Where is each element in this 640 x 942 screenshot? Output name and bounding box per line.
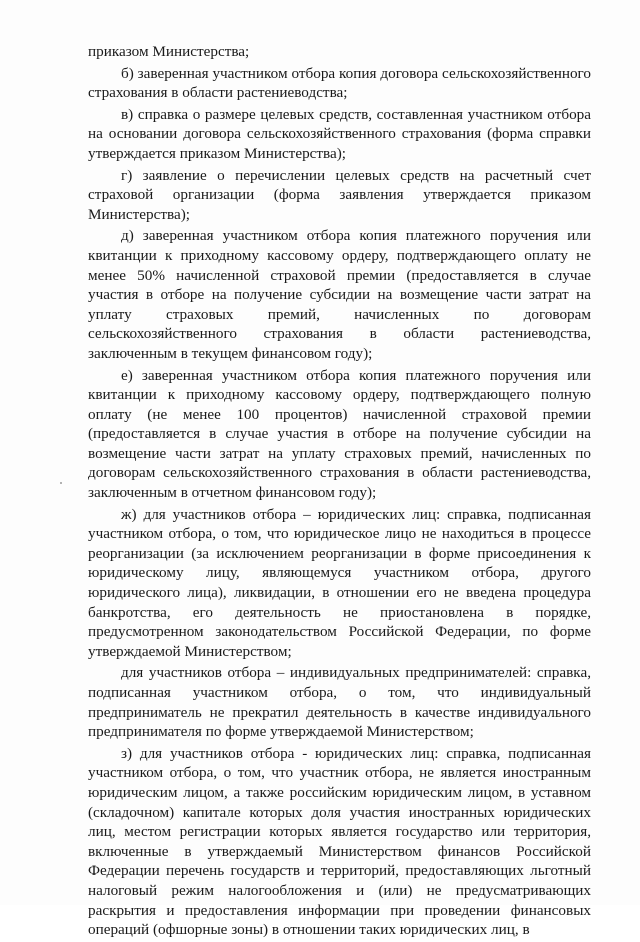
scan-speck bbox=[60, 482, 62, 484]
paragraph-item-e: е) заверенная участником отбора копия платежного поручения или квитанции к приходному кассовому ордеру, подтверждающего полную оплату (не менее 100 процентов) начисленной страховой премии (предоставляется в случае участия в отборе на получение субсидии на возмещение части затрат на уплату страховых премий, начисленных по договорам сельскохозяйственного страхования в области растениеводства, заключенным в отчетном финансовом году); bbox=[88, 366, 591, 502]
paragraph-item-g: г) заявление о перечислении целевых средств на расчетный счет страховой организации (форма заявления утверждается приказом Министерства); bbox=[88, 166, 591, 223]
paragraph-item-v: в) справка о размере целевых средств, составленная участником отбора на основании договора сельскохозяйственного страхования (форма справки утверждается приказом Министерства); bbox=[88, 105, 591, 162]
paragraph-continuation: приказом Министерства; bbox=[88, 43, 250, 60]
paragraph-item-b: б) заверенная участником отбора копия договора сельскохозяйственного страхования в области растениеводства; bbox=[88, 64, 591, 102]
paragraph-item-d: д) заверенная участником отбора копия платежного поручения или квитанции к приходному кассовому ордеру, подтверждающего оплату не менее 50% начисленной страховой премии (предоставляется в случае участия в отборе на получение субсидии на возмещение части затрат на уплату страховых премий, начисленных по договорам сельскохозяйственного страхования в области растениеводства, заключенным в текущем финансовом году); bbox=[88, 227, 591, 362]
paragraph-individual-entrepreneurs: для участников отбора – индивидуальных предпринимателей: справка, подписанная участником отбора, о том, что индивидуальный предприниматель не прекратил деятельность в качестве индивидуального предпринимателя по форме утверждаемой Министерством; bbox=[88, 664, 591, 741]
document-body bbox=[88, 42, 591, 942]
paragraph-item-zh: ж) для участников отбора – юридических лиц: справка, подписанная участником отбора, о том, что юридическое лицо не находиться в процессе реорганизации (за исключением реорганизации в форме присоединения к юридическому лицу, являющемуся участником отбора, другого юридического лица), ликвидации, в отношении его не введена процедура банкротства, его деятельность не приостановлена в порядке, предусмотренном законодательством Российской Федерации, по форме утверждаемой Министерством; bbox=[88, 505, 591, 660]
paragraph-item-z: з) для участников отбора - юридических лиц: справка, подписанная участником отбора, о том, что участник отбора, не является иностранным юридическим лицом, а также российским юридическим лицом, в уставном (складочном) капитале которых доля участия иностранных юридических лиц, местом регистрации которых является государство или территория, включенные в утверждаемый Министерством финансов Российской Федерации перечень государств и территорий, предоставляющих льготный налоговый режим налогообложения и (или) не предусматривающих раскрытия и предоставления информации при проведении финансовых операций (офшорные зоны) в отношении таких юридических лиц, в bbox=[88, 744, 591, 939]
